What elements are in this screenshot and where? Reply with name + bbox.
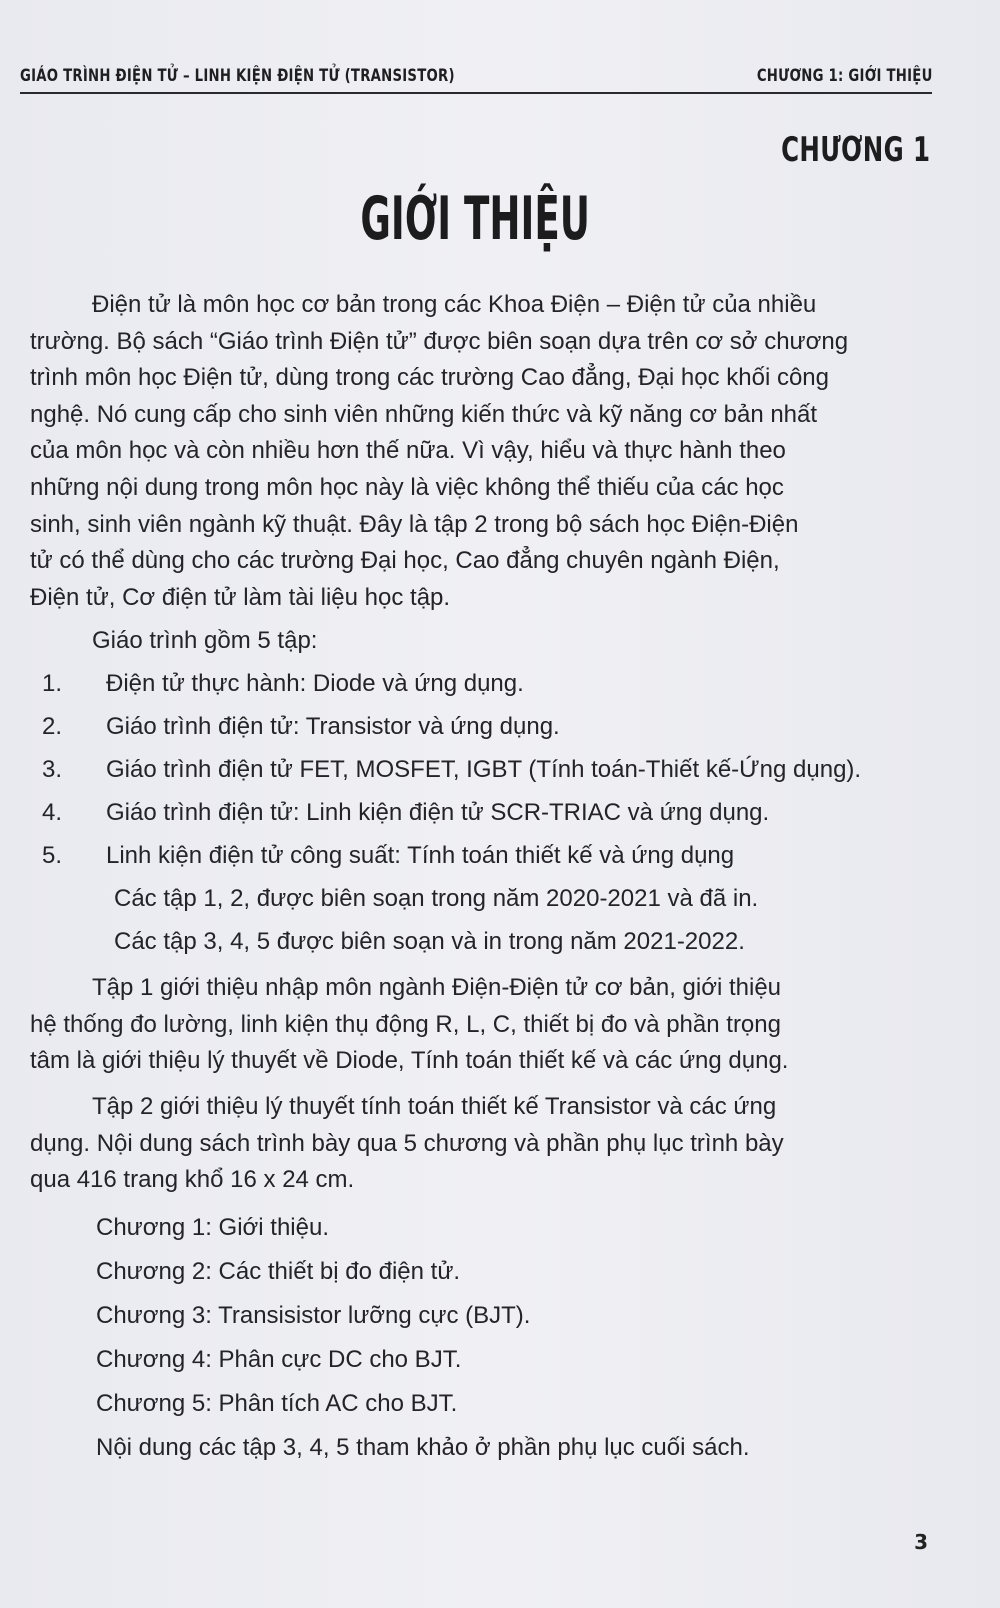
text-line: nghệ. Nó cung cấp cho sinh viên những kiến thức và kỹ năng cơ bản nhất [30,400,818,428]
text-line: của môn học và còn nhiều hơn thế nữa. Vì vậy, hiểu và thực hành theo [30,437,786,465]
text-line: qua 416 trang khổ 16 x 24 cm. [30,1166,355,1194]
text-line: sinh, sinh viên ngành kỹ thuật. Đây là tập 2 trong bộ sách học Điện-Điện [30,510,799,538]
text-line: Điện tử là môn học cơ bản trong các Khoa Điện – Điện tử của nhiều [92,291,817,318]
header-rule [20,92,932,94]
text-line: Tập 1 giới thiệu nhập môn ngành Điện-Điện tử cơ bản, giới thiệu [92,974,782,1001]
list-item [30,713,560,741]
chapter-list-item: Chương 5: Phân tích AC cho BJT. [96,1390,458,1417]
volume2-paragraph [30,1089,930,1199]
intro-paragraph [30,287,930,616]
publish-note: Các tập 1, 2, được biên soạn trong năm 2020-2021 và đã in. [114,885,759,912]
text-line: tâm là giới thiệu lý thuyết về Diode, Tính toán thiết kế và các ứng dụng. [30,1047,789,1075]
page-number: 3 [914,1530,928,1554]
volumes-intro: Giáo trình gồm 5 tập: [92,627,318,654]
chapter-list-item: Chương 3: Transisistor lưỡng cực (BJT). [96,1302,531,1329]
text-line: dụng. Nội dung sách trình bày qua 5 chương và phần phụ lục trình bày [30,1129,784,1157]
volume1-paragraph [30,970,930,1080]
text-line: trình môn học Điện tử, dùng trong các trường Cao đẳng, Đại học khối công [30,364,829,392]
header-chapter-name: CHƯƠNG 1: GIỚI THIỆU [756,66,933,86]
list-number: 4. [42,799,63,826]
list-number: 5. [42,842,63,869]
list-number: 1. [42,670,63,697]
publish-note: Các tập 3, 4, 5 được biên soạn và in trong năm 2021-2022. [114,928,745,955]
chapter-label: CHƯƠNG 1 [780,130,930,170]
list-text: Điện tử thực hành: Diode và ứng dụng. [106,670,524,697]
chapter-title [0,184,950,254]
header-book-title: GIÁO TRÌNH ĐIỆN TỬ – LINH KIỆN ĐIỆN TỬ (TRANSISTOR) [20,66,455,86]
running-header [20,62,933,90]
list-text: Giáo trình điện tử: Transistor và ứng dụng. [106,713,560,740]
chapter-list-item: Chương 2: Các thiết bị đo điện tử. [96,1258,461,1285]
chapter-list-item: Chương 4: Phân cực DC cho BJT. [96,1346,462,1373]
text-line: tử có thể dùng cho các trường Đại học, Cao đẳng chuyên ngành Điện, [30,547,780,575]
list-number: 3. [42,756,63,783]
chapter-list-item: Chương 1: Giới thiệu. [96,1214,329,1241]
list-item [30,670,524,698]
text-line: hệ thống đo lường, linh kiện thụ động R, L, C, thiết bị đo và phần trọng [30,1010,781,1038]
list-item [30,799,769,827]
text-line: Điện tử, Cơ điện tử làm tài liệu học tập. [30,583,451,611]
list-number: 2. [42,713,63,740]
list-text: Giáo trình điện tử FET, MOSFET, IGBT (Tính toán-Thiết kế-Ứng dụng). [106,756,862,783]
list-item [30,756,861,784]
list-item [30,842,734,870]
list-text: Giáo trình điện tử: Linh kiện điện tử SCR-TRIAC và ứng dụng. [106,799,770,826]
text-line: trường. Bộ sách “Giáo trình Điện tử” được biên soạn dựa trên cơ sở chương [30,327,849,355]
text-line: những nội dung trong môn học này là việc không thể thiếu của các học [30,473,784,501]
closing-note: Nội dung các tập 3, 4, 5 tham khảo ở phần phụ lục cuối sách. [96,1434,750,1461]
chapter-title-text: GIỚI THIỆU [360,184,590,254]
list-text: Linh kiện điện tử công suất: Tính toán thiết kế và ứng dụng [106,842,735,869]
text-line: Tập 2 giới thiệu lý thuyết tính toán thiết kế Transistor và các ứng [92,1093,777,1120]
